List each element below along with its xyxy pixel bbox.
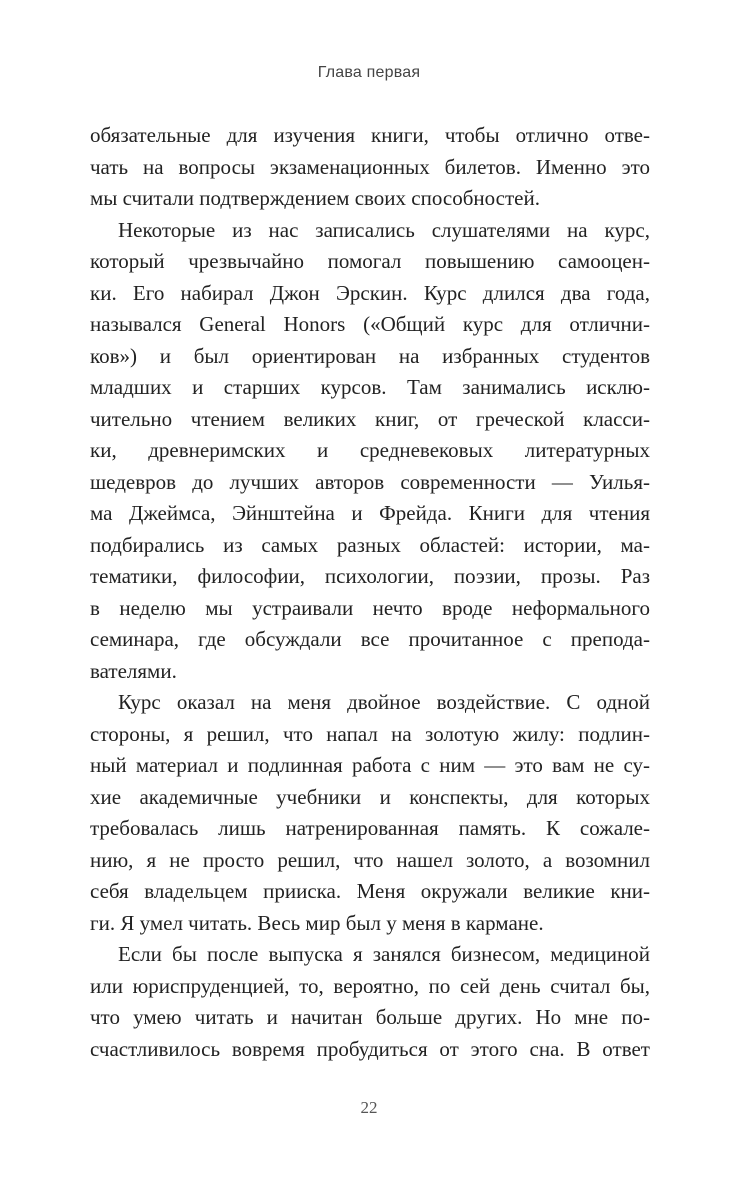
text-line: ма Джеймса, Эйнштейна и Фрейда. Книги для чтения (90, 501, 650, 525)
text-line: ки, древнеримских и средневековых литературных (90, 438, 650, 462)
text-line: в неделю мы устраивали нечто вроде неформального (90, 595, 650, 620)
text-line: счастливилось вовремя пробудиться от этого сна. В ответ (90, 1036, 650, 1061)
text-line: или юриспруденцией, то, вероятно, по сей день считал бы, (90, 973, 650, 998)
text-line: хие академичные учебники и конспекты, для которых (90, 784, 650, 809)
text-line: семинара, где обсуждали все прочитанное с препода- (90, 627, 650, 651)
text-line: тематики, философии, психологии, поэзии, прозы. Раз (90, 564, 650, 588)
text-line: Некоторые из нас записались слушателями на курс, (118, 217, 650, 242)
body-text (90, 120, 650, 1065)
text-line: стороны, я решил, что напал на золотую жилу: подлин- (90, 721, 650, 746)
text-line: вателями. (90, 658, 177, 683)
text-line: мы считали подтверждением своих способностей. (90, 186, 540, 210)
text-line: назывался General Honors («Общий курс для отлични- (90, 312, 650, 336)
text-line: обязательные для изучения книги, чтобы отлично отве- (90, 123, 650, 147)
text-line: что умею читать и начитан больше других. Но мне по- (90, 1005, 650, 1029)
text-line: ков») и был ориентирован на избранных студентов (90, 343, 650, 368)
text-line: шедевров до лучших авторов современности — Уилья- (90, 469, 650, 494)
text-line: младших и старших курсов. Там занимались исклю- (90, 375, 650, 399)
text-line: который чрезвычайно помогал повышению самооцен- (90, 249, 650, 273)
text-line: ги. Я умел читать. Весь мир был у меня в кармане. (90, 910, 544, 935)
page-number: 22 (360, 1098, 378, 1117)
running-head: Глава первая (317, 64, 421, 81)
text-line: ки. Его набирал Джон Эрскин. Курс длился два года, (90, 280, 650, 305)
text-line: чать на вопросы экзаменационных билетов. Именно это (90, 154, 650, 179)
text-line: чительно чтением великих книг, от греческой класси- (90, 406, 650, 431)
text-line: требовалась лишь натренированная память. К сожале- (90, 816, 650, 840)
text-line: Курс оказал на меня двойное воздействие. С одной (118, 690, 650, 714)
text-line: ный материал и подлинная работа с ним — это вам не су- (90, 753, 650, 777)
text-line: подбирались из самых разных областей: истории, ма- (90, 532, 650, 557)
text-line: нию, я не просто решил, что нашел золото, а возомнил (90, 847, 650, 872)
text-line: Если бы после выпуска я занялся бизнесом, медициной (118, 942, 650, 966)
text-line: себя владельцем прииска. Меня окружали великие кни- (90, 879, 650, 903)
